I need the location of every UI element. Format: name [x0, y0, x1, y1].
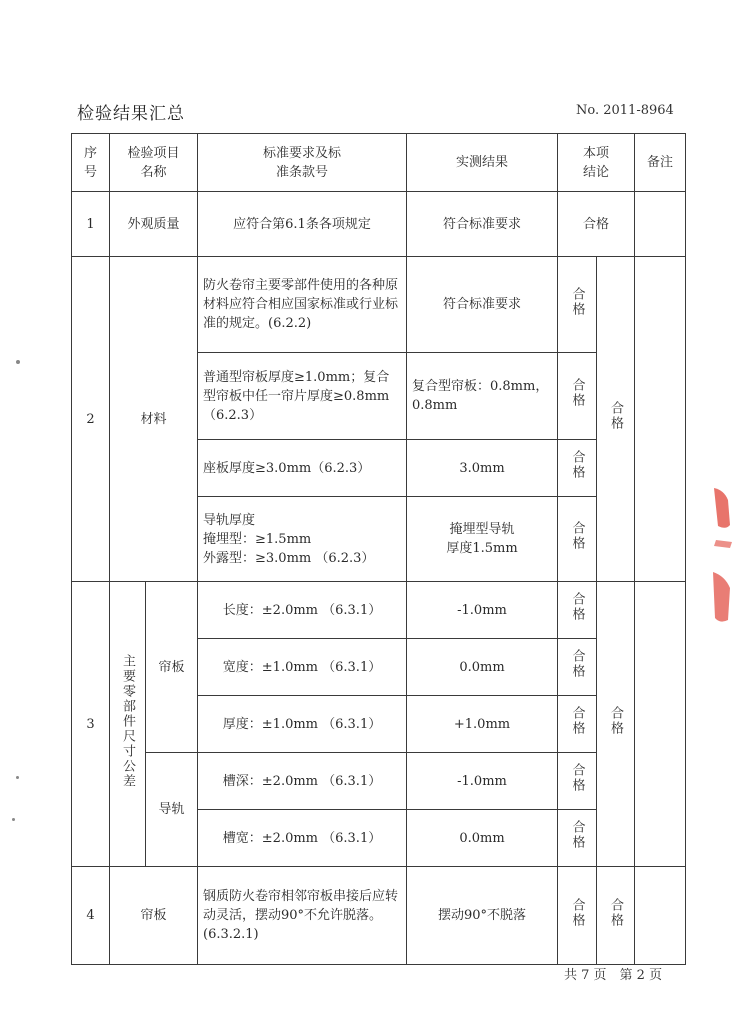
row2-sub4-conclusion: 合格 [558, 497, 597, 582]
row2-seq: 2 [72, 257, 110, 582]
row4-item: 帘板 [110, 867, 198, 965]
row2-sub3-conclusion: 合格 [558, 440, 597, 497]
row2-sub2-standard: 普通型帘板厚度≥1.0mm；复合型帘板中任一帘片厚度≥0.8mm（6.2.3） [198, 353, 407, 440]
row1-result: 符合标准要求 [407, 192, 558, 257]
header-row [72, 134, 686, 192]
row3-sub2-standard: 宽度：±1.0mm （6.3.1） [198, 639, 407, 696]
document-number: No. 2011-8964 [576, 103, 674, 118]
row4-result: 摆动90°不脱落 [407, 867, 558, 965]
row3-sub4-conclusion: 合格 [558, 753, 597, 810]
row4-seq: 4 [72, 867, 110, 965]
table-row [72, 867, 686, 965]
row2-sub3-standard: 座板厚度≥3.0mm（6.2.3） [198, 440, 407, 497]
row2-sub2-conclusion: 合格 [558, 353, 597, 440]
header-remark: 备注 [635, 134, 686, 192]
header-conclusion: 本项结论 [558, 134, 635, 192]
page-number: 共 7 页 第 2 页 [564, 968, 663, 983]
row3-sub2-conclusion: 合格 [558, 639, 597, 696]
row2-item: 材料 [110, 257, 198, 582]
row2-sub2-result: 复合型帘板：0.8mm，0.8mm [407, 353, 558, 440]
row3-sub3-result: +1.0mm [407, 696, 558, 753]
row2-sub1-conclusion: 合格 [558, 257, 597, 353]
header-standard: 标准要求及标准条款号 [198, 134, 407, 192]
row1-item: 外观质量 [110, 192, 198, 257]
row3-sub4-result: -1.0mm [407, 753, 558, 810]
inspection-summary-table [71, 133, 686, 965]
row3-sub1-standard: 长度：±2.0mm （6.3.1） [198, 582, 407, 639]
row2-sub1-standard: 防火卷帘主要零部件使用的各种原材料应符合相应国家标准或行业标准的规定。(6.2.2) [198, 257, 407, 353]
row3-sub1-conclusion: 合格 [558, 582, 597, 639]
scan-speck [12, 818, 15, 821]
row1-seq: 1 [72, 192, 110, 257]
row1-conclusion: 合格 [558, 192, 635, 257]
row3-sub3-standard: 厚度：±1.0mm （6.3.1） [198, 696, 407, 753]
row3-sub3-conclusion: 合格 [558, 696, 597, 753]
scan-speck [16, 776, 19, 779]
row2-sub4-standard: 导轨厚度 掩埋型：≥1.5mm 外露型：≥3.0mm （6.2.3） [198, 497, 407, 582]
row3-sub5-standard: 槽宽：±2.0mm （6.3.1） [198, 810, 407, 867]
scan-speck [16, 360, 20, 364]
table-row [72, 257, 686, 353]
header-item: 检验项目名称 [110, 134, 198, 192]
table-row [72, 582, 686, 639]
header-seq: 序号 [72, 134, 110, 192]
row4-sub-conclusion: 合格 [558, 867, 597, 965]
header-result: 实测结果 [407, 134, 558, 192]
row3-sub4-standard: 槽深：±2.0mm （6.3.1） [198, 753, 407, 810]
row1-remark [635, 192, 686, 257]
row2-sub4-result: 掩埋型导轨 厚度1.5mm [407, 497, 558, 582]
row4-standard: 钢质防火卷帘相邻帘板串接后应转动灵活，摆动90°不允许脱落。(6.3.2.1) [198, 867, 407, 965]
row2-conclusion: 合格 [597, 257, 635, 582]
row3-group-guide-rail: 导轨 [146, 753, 198, 867]
row3-conclusion: 合格 [597, 582, 635, 867]
row3-remark [635, 582, 686, 867]
row4-conclusion: 合格 [597, 867, 635, 965]
row3-group-curtain-plate: 帘板 [146, 582, 198, 753]
table-row [72, 753, 686, 810]
table-row [72, 192, 686, 257]
row1-standard: 应符合第6.1条各项规定 [198, 192, 407, 257]
row3-seq: 3 [72, 582, 110, 867]
row2-remark [635, 257, 686, 582]
row4-remark [635, 867, 686, 965]
red-seal-stamp-edge [710, 480, 734, 630]
row3-item: 主要零部件尺寸公差 [110, 582, 146, 867]
row3-sub1-result: -1.0mm [407, 582, 558, 639]
page-title: 检验结果汇总 [77, 104, 185, 124]
row3-sub2-result: 0.0mm [407, 639, 558, 696]
row2-sub1-result: 符合标准要求 [407, 257, 558, 353]
row2-sub3-result: 3.0mm [407, 440, 558, 497]
row3-sub5-conclusion: 合格 [558, 810, 597, 867]
row3-sub5-result: 0.0mm [407, 810, 558, 867]
